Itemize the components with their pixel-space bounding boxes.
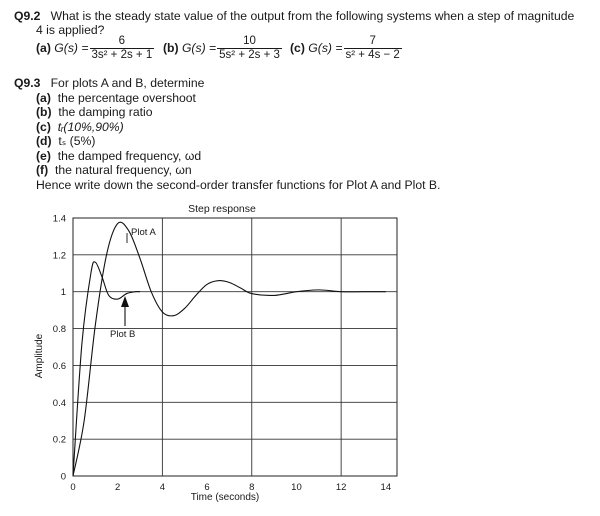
q93-item-a-text: the percentage overshoot [57, 91, 196, 105]
q92-part-b-label: (b) [163, 41, 179, 55]
y-tick-label: 1 [60, 287, 66, 299]
x-tick-label: 2 [115, 482, 121, 493]
y-tick-label: 1.2 [52, 250, 66, 262]
q92-part-b [163, 33, 283, 63]
q93-item [36, 149, 201, 163]
step-response-chart [0, 196, 600, 516]
q93-item-e-label: (e) [36, 149, 51, 163]
annotation-plot-b-arrowhead [121, 296, 129, 307]
q93-item-f-text: the natural frequency, ωn [54, 163, 192, 177]
q92-part-a-lhs: G(s) = [54, 41, 89, 55]
x-tick-label: 8 [249, 482, 255, 493]
q93-item [36, 163, 192, 177]
q92-line1 [14, 9, 574, 23]
q92-part-c-label: (c) [290, 41, 305, 55]
series-line-plot-b [73, 262, 140, 476]
q93-item-f-label: (f) [36, 163, 49, 177]
q93-item-c-text: tᵣ(10%,90%) [57, 120, 124, 134]
q92-number: Q9.2 [14, 9, 41, 23]
q93-item [36, 134, 95, 148]
q93-item-c-label: (c) [36, 120, 51, 134]
q92-part-b-numerator: 10 [217, 35, 282, 49]
x-tick-label: 14 [380, 482, 392, 493]
y-tick-label: 0.4 [52, 397, 66, 409]
q93-item [36, 120, 124, 134]
q93-number: Q9.3 [14, 76, 41, 90]
chart-ylabel: Amplitude [34, 333, 45, 379]
q92-part-a-fraction [90, 35, 155, 62]
q92-part-a-label: (a) [36, 41, 51, 55]
x-tick-label: 0 [70, 482, 76, 493]
q93-item [36, 105, 153, 119]
q93-item [36, 91, 196, 105]
y-tick-label: 0.2 [52, 434, 66, 446]
y-tick-label: 0.6 [52, 360, 66, 372]
y-tick-label: 0.8 [52, 324, 66, 336]
q92-part-c [290, 33, 403, 63]
q93-item-d-text: tₛ (5%) [58, 134, 96, 148]
q92-part-b-lhs: G(s) = [181, 41, 217, 55]
q92-part-c-fraction [344, 35, 402, 62]
q92-part-c-numerator: 7 [344, 35, 402, 49]
chart-frame [73, 218, 397, 476]
y-tick-label: 0 [60, 471, 66, 483]
y-tick-label: 1.4 [52, 213, 66, 225]
q92-text-line2: 4 is applied? [36, 23, 105, 37]
q93-conclusion: Hence write down the second-order transfer functions for Plot A and Plot B. [36, 178, 441, 192]
x-tick-label: 10 [291, 482, 302, 493]
q93-item-b-text: the damping ratio [58, 105, 153, 119]
q93-intro-line [14, 76, 204, 90]
q92-part-c-lhs: G(s) = [308, 41, 343, 55]
q92-part-a-denominator: 3s² + 2s + 1 [91, 48, 153, 61]
q93-intro: For plots A and B, determine [50, 76, 205, 90]
q92-text-line1: What is the steady state value of the output from the following systems when a step of magnitude [50, 9, 575, 23]
q92-part-a-numerator: 6 [90, 35, 155, 49]
q93-item-b-label: (b) [36, 105, 52, 119]
q92-part-b-fraction [217, 35, 282, 62]
q92-part-a [36, 33, 155, 63]
q93-item-e-text: the damped frequency, ωd [57, 149, 202, 163]
chart-xlabel: Time (seconds) [190, 492, 260, 503]
annotation-plot-b: Plot B [110, 329, 136, 340]
q92-part-b-denominator: 5s² + 2s + 3 [219, 48, 280, 61]
q93-item-d-label: (d) [36, 134, 52, 148]
x-tick-label: 12 [335, 482, 347, 493]
q93-item-a-label: (a) [36, 91, 51, 105]
chart-title: Step response [188, 203, 256, 215]
annotation-plot-a: Plot A [131, 227, 156, 238]
series-line-plot-a [73, 222, 386, 476]
q92-part-c-denominator: s² + 4s − 2 [345, 48, 400, 61]
x-tick-label: 6 [204, 482, 210, 493]
x-tick-label: 4 [159, 482, 166, 493]
